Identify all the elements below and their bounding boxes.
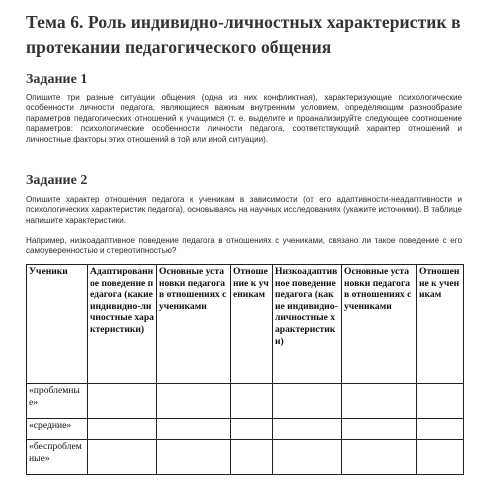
table-cell bbox=[342, 419, 417, 440]
header-low-adaptive-behavior: Низкоадаптивное поведение педагога (какие индивидно-личностные характеристики) bbox=[273, 265, 342, 384]
table-cell bbox=[157, 384, 231, 419]
header-adaptive-attitudes: Основные установки педагога в отношениях с учениками bbox=[157, 265, 231, 384]
table-cell bbox=[417, 384, 464, 419]
header-adaptive-behavior: Адаптированное поведение педагога (какие индивидно-личностные характеристики) bbox=[88, 265, 157, 384]
table-cell bbox=[88, 419, 157, 440]
table-cell bbox=[88, 440, 157, 475]
table-cell bbox=[231, 384, 273, 419]
header-adaptive-relation: Отношение к ученикам bbox=[231, 265, 273, 384]
row-label: «беспроблемные» bbox=[27, 440, 88, 475]
header-low-adaptive-attitudes: Основные установки педагога в отношениях с учениками bbox=[342, 265, 417, 384]
task-2-example: Например, низкоадаптивное поведение педагога в отношениях с учениками, связано ли такое поведение с его самоуверенностью и стереотипностью? bbox=[26, 236, 462, 256]
table-cell bbox=[417, 419, 464, 440]
table-cell bbox=[88, 384, 157, 419]
table-cell bbox=[273, 419, 342, 440]
table-cell bbox=[417, 440, 464, 475]
table-row bbox=[27, 440, 464, 475]
task-2-text: Опишите характер отношения педагога к ученикам в зависимости (от его адаптивности-неадаптивности и психологических характеристик педагога), основываясь на научных исследованиях (укажите источники). В таблице напишите характеристики. bbox=[26, 195, 462, 225]
table-cell bbox=[231, 440, 273, 475]
row-label: «средние» bbox=[27, 419, 88, 440]
table-header-row bbox=[27, 265, 464, 384]
topic-title: Тема 6. Роль индивидно-личностных характеристик в протекании педагогического общения bbox=[26, 12, 461, 57]
header-students: Ученики bbox=[27, 265, 88, 384]
table-row bbox=[27, 419, 464, 440]
table-cell bbox=[342, 384, 417, 419]
task-1-text: Опишите три разные ситуации общения (одна из них конфликтная), характеризующие психологические особенности личности педагога, являющиеся важным внутренним условием, определяющим разнообразие параметров педагогических отношений к учащимся (т. е. выделите и проанализируйте следующее соотношение параметров: психологические особенности личности педагога, соответствующий характер отношений и личностные факторы этих отношений в той или иной ситуации). bbox=[26, 93, 462, 144]
characteristics-table bbox=[26, 264, 464, 475]
table-cell bbox=[157, 419, 231, 440]
task-1-heading: Задание 1 bbox=[26, 72, 88, 87]
table-cell bbox=[342, 440, 417, 475]
row-label: «проблемные» bbox=[27, 384, 88, 419]
header-low-adaptive-relation: Отношение к ученикам bbox=[417, 265, 464, 384]
task-2-heading: Задание 2 bbox=[26, 173, 88, 188]
table-cell bbox=[273, 384, 342, 419]
table-row bbox=[27, 384, 464, 419]
table-cell bbox=[157, 440, 231, 475]
table-cell bbox=[273, 440, 342, 475]
table-cell bbox=[231, 419, 273, 440]
